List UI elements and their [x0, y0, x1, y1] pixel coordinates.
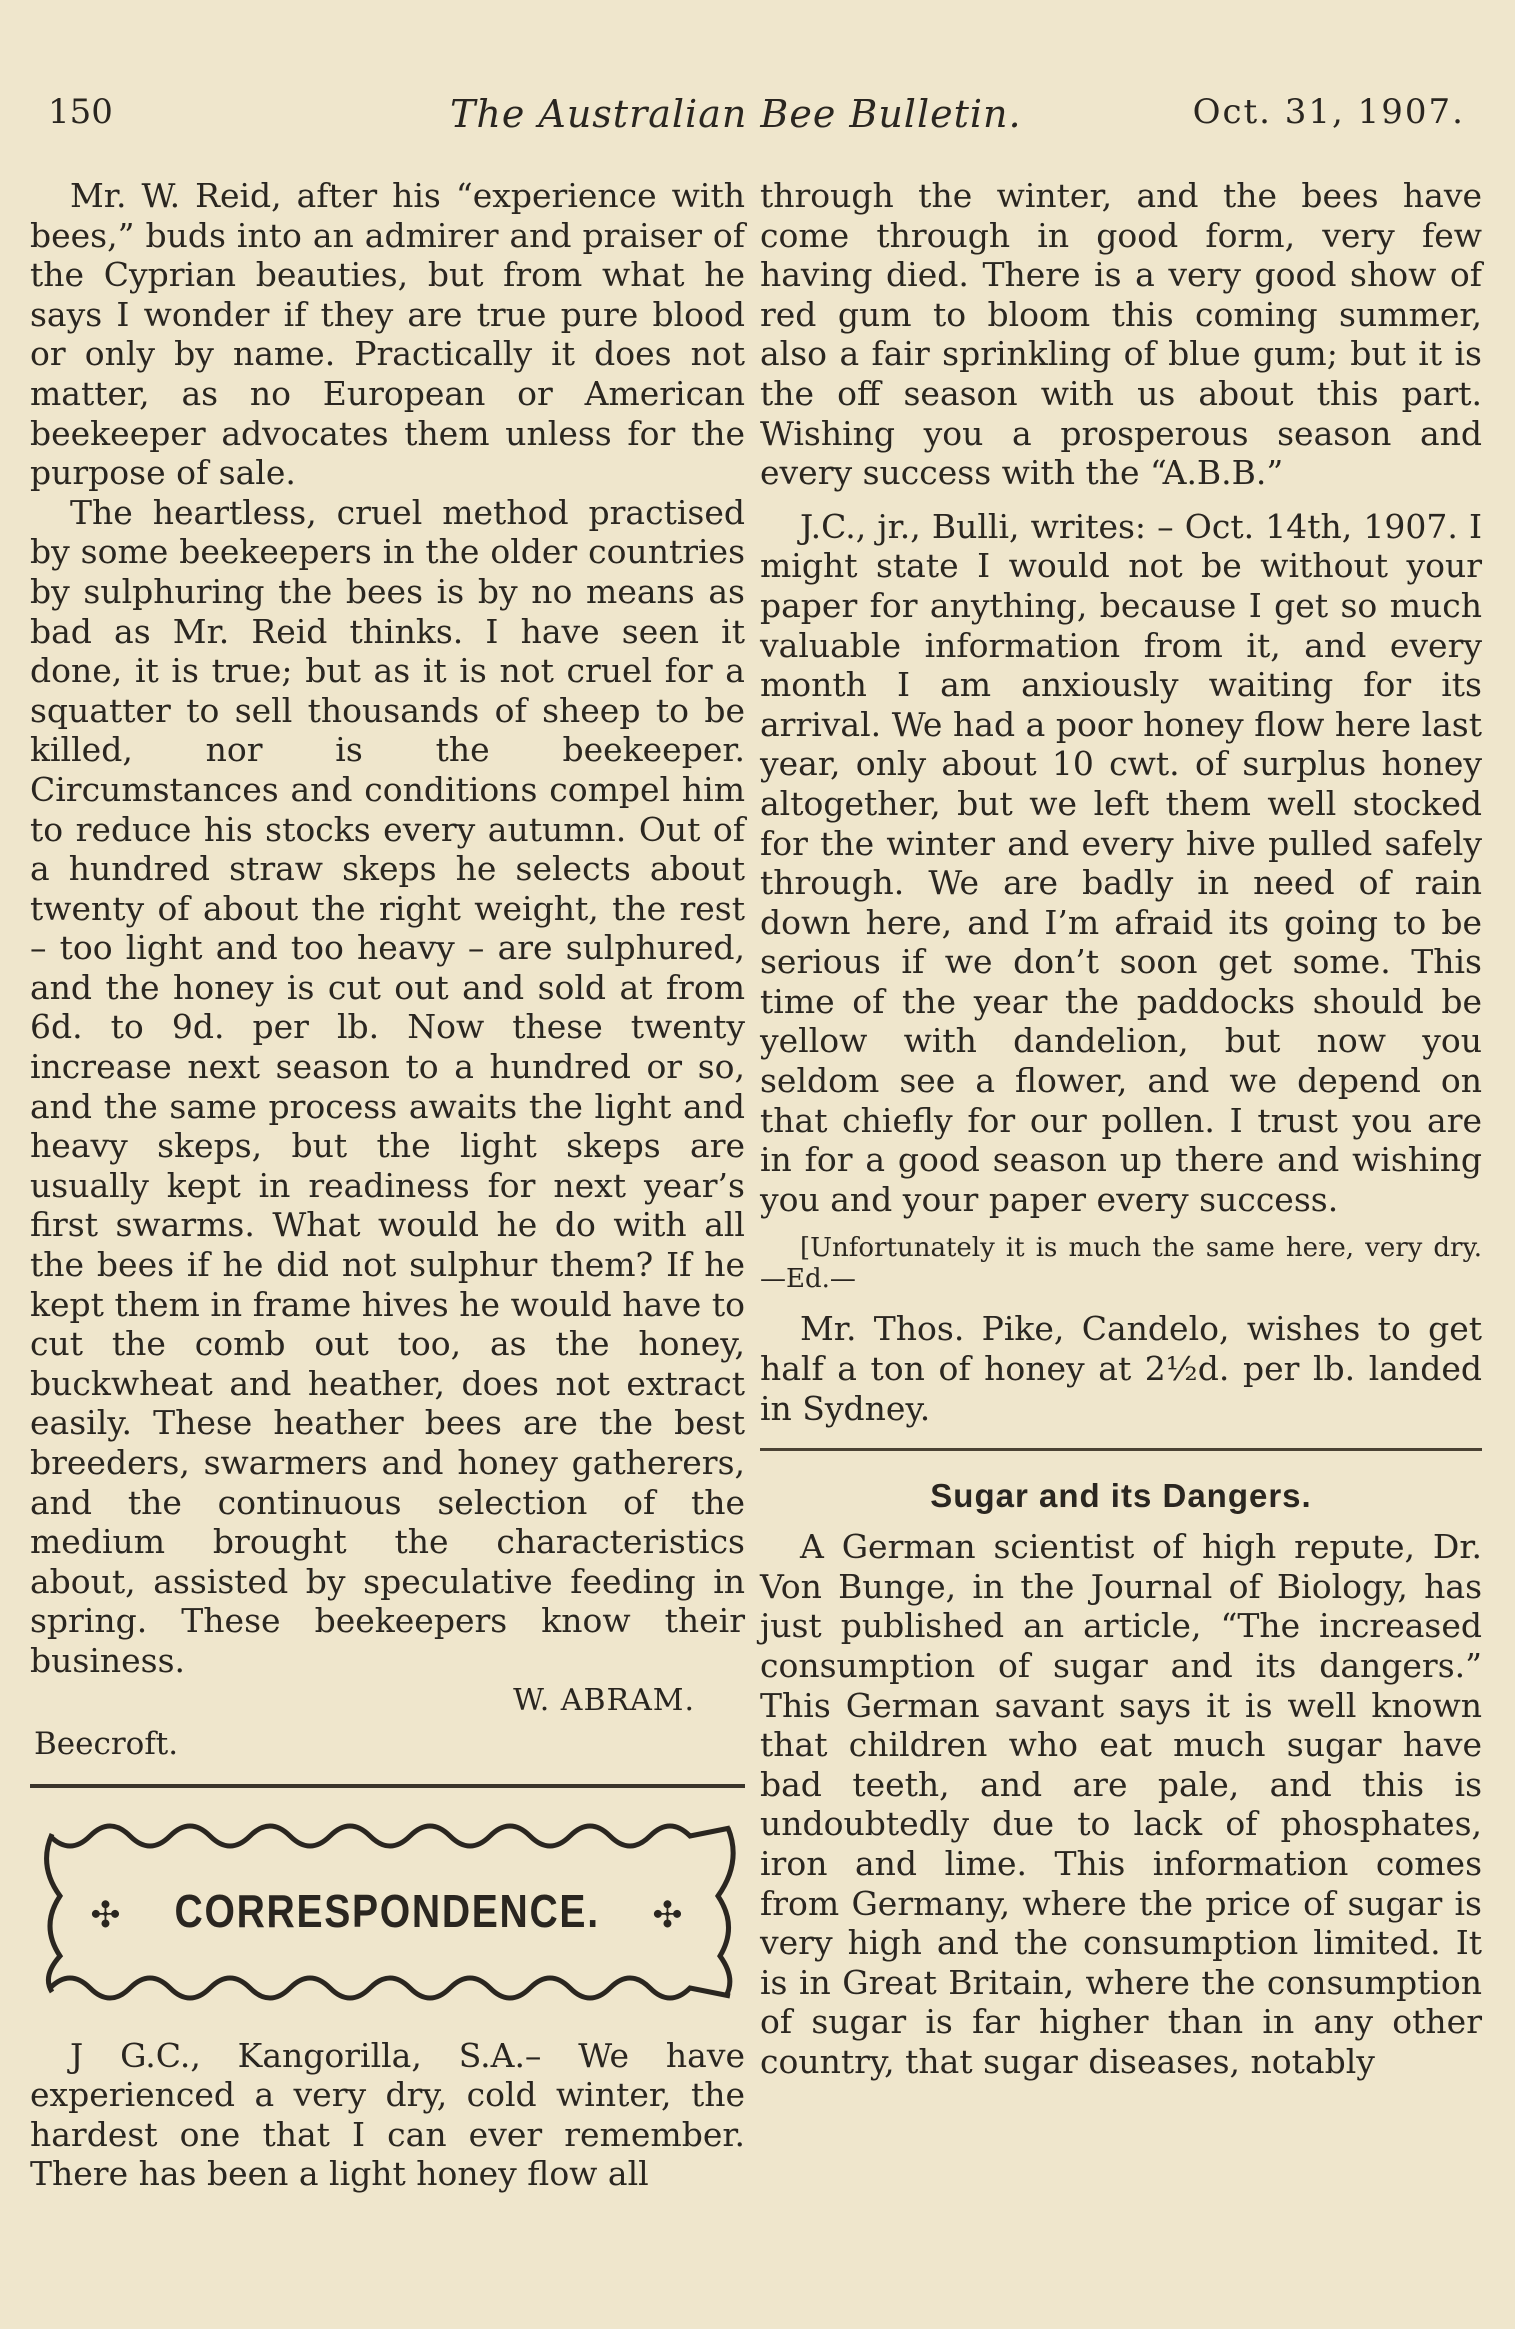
author-location: Beecroft. — [34, 1725, 179, 1762]
correspondence-banner — [30, 1806, 745, 2016]
letter-paragraph-candelo: Mr. Thos. Pike, Candelo, wishes to get half a ton of honey at 2½d. per lb. landed in Sydney. — [760, 1309, 1482, 1428]
letter-paragraph-kangorilla: J G.C., Kangorilla, S.A.– We have experienced a very dry, cold winter, the hardest one that I can ever remember. There has been a light honey flow all — [30, 2035, 745, 2194]
editor-note: [Unfortunately it is much the same here, very dry.—Ed.— — [760, 1233, 1482, 1295]
fleuron-ornament-icon: ✣ — [652, 1893, 685, 1935]
fleuron-ornament-icon: ✣ — [90, 1893, 123, 1935]
letter-paragraph-kangorilla-cont: through the winter, and the bees have come through in good form, very few having died. There is a very good show of red gum to bloom this coming summer, also a fair sprinkling of blue gum; but it is the off season with us about this part. Wishing you a prosperous season and every success with the “A.B.B.” — [760, 176, 1482, 493]
left-column — [30, 176, 745, 2194]
letter-paragraph-reid: Mr. W. Reid, after his “experience with bees,” buds into an admirer and praiser of the Cyprian beauties, but from what he says I wonder if they are true pure blood or only by name. Practically it does not matter, as no European or American beekeeper advocates them unless for the purpose of sale. — [30, 176, 745, 493]
page-header — [30, 92, 1485, 142]
article-heading: Sugar and its Dangers. — [930, 1477, 1312, 1515]
section-divider — [760, 1448, 1482, 1451]
letter-paragraph-sulphuring: The heartless, cruel method practised by some beekeepers in the older countries by sulphuring the bees is by no means as bad as Mr. Reid thinks. I have seen it done, it is true; but as it is not cruel for a squatter to sell thousands of sheep to be killed, nor is the beekeeper. Circumstances and conditions compel him to reduce his stocks every autumn. Out of a hundred straw skeps he selects about twenty of about the right weight, the rest – too light and too heavy – are sulphured, and the honey is cut out and sold at from 6d. to 9d. per lb. Now these twenty increase next season to a hundred or so, and the same process awaits the light and heavy skeps, but the light skeps are usually kept in readiness for next year’s first swarms. What would he do with all the bees if he did not sulphur them? If he kept them in frame hives he would have to cut the comb out too, as the honey, buckwheat and heather, does not extract easily. These heather bees are the best breeders, swarmers and honey gatherers, and the continuous selection of the medium brought the characteristics about, assisted by speculative feeding in spring. These beekeepers know their business. — [30, 492, 745, 1680]
publication-title: The Australian Bee Bulletin. — [450, 92, 1022, 136]
page-number: 150 — [48, 92, 113, 132]
section-divider — [30, 1784, 745, 1788]
author-signature: W. ABRAM. — [513, 1682, 695, 1718]
letter-paragraph-bulli: J.C., jr., Bulli, writes: – Oct. 14th, 1907. I might state I would not be without your paper for anything, because I get so much valuable information from it, and every month I am anxiously waiting for its arrival. We had a poor honey flow here last year, only about 10 cwt. of surplus honey altogether, but we left them well stocked for the winter and every hive pulled safely through. We are badly in need of rain down here, and I’m afraid its going to be serious if we don’t soon get some. This time of the year the paddocks should be yellow with dandelion, but now you seldom see a flower, and we depend on that chiefly for our pollen. I trust you are in for a good season up there and wishing you and your paper every success. — [760, 506, 1482, 1219]
right-column — [760, 176, 1482, 2082]
correspondence-heading: CORRESPONDENCE. — [174, 1884, 601, 1937]
article-paragraph-sugar: A German scientist of high repute, Dr. Von Bunge, in the Journal of Biology, has just published an article, “The increased consumption of sugar and its dangers.” This German savant says it is well known that children who eat much sugar have bad teeth, and are pale, and this is undoubtedly due to lack of phosphates, iron and lime. This information comes from Germany, where the price of sugar is very high and the consumption limited. It is in Great Britain, where the consumption of sugar is far higher than in any other country, that sugar diseases, notably — [760, 1527, 1482, 2081]
issue-date: Oct. 31, 1907. — [1192, 92, 1465, 132]
